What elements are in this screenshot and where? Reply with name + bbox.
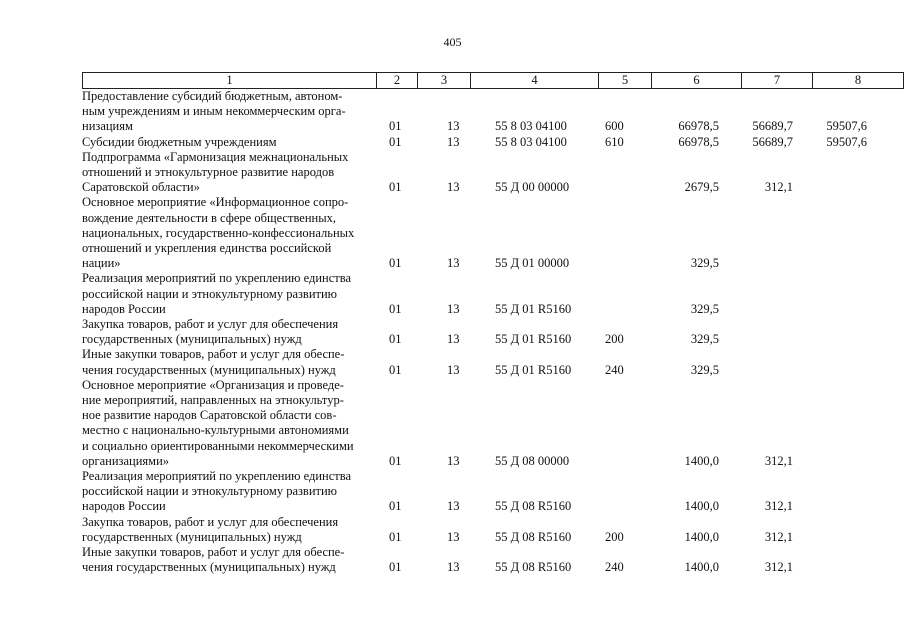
table-row: [82, 347, 867, 377]
cell-c4: 55 Д 01 R5160: [495, 362, 572, 377]
row-name-line: организациями»: [82, 453, 170, 468]
row-name-line: Иные закупки товаров, работ и услуг для обеспе-: [82, 545, 345, 560]
row-name-line: низациям: [82, 119, 133, 134]
cell-c5: 240: [605, 560, 624, 575]
row-name-line: чения государственных (муниципальных) нужд: [82, 362, 336, 377]
row-name-line: государственных (муниципальных) нужд: [82, 332, 302, 347]
cell-c2: 01: [389, 560, 402, 575]
header-col-1: 1: [83, 73, 377, 88]
row-name-line: российской нации и этнокультурному развитию: [82, 286, 338, 301]
row-name: [82, 469, 375, 515]
row-name: [82, 150, 375, 196]
cell-c6: 1400,0: [684, 499, 719, 514]
cell-c4: 55 8 03 04100: [495, 119, 567, 134]
cell-c6: 329,5: [690, 301, 719, 316]
cell-c6: 2679,5: [684, 180, 719, 195]
cell-c3: 13: [447, 134, 460, 149]
cell-c7: 312,1: [764, 453, 793, 468]
cell-c2: 01: [389, 180, 402, 195]
page-number: 405: [443, 35, 462, 49]
cell-c3: 13: [447, 301, 460, 316]
cell-c2: 01: [389, 529, 402, 544]
cell-c2: 01: [389, 134, 402, 149]
cell-c6: 1400,0: [684, 560, 719, 575]
row-name-line: отношений и укрепления единства российской: [82, 241, 332, 256]
row-name-line: национальных, государственно-конфессиональных: [82, 225, 355, 240]
row-name-line: Реализация мероприятий по укреплению единства: [82, 469, 352, 484]
row-name: [82, 378, 375, 469]
row-name: [82, 347, 375, 377]
row-name-line: местно с национально-культурными автономиями: [82, 423, 349, 438]
row-name: [82, 135, 375, 150]
cell-c5: 200: [605, 332, 624, 347]
cell-c3: 13: [447, 529, 460, 544]
cell-c6: 329,5: [690, 362, 719, 377]
cell-c3: 13: [447, 256, 460, 271]
table-row: [82, 515, 867, 545]
cell-c7: 312,1: [764, 499, 793, 514]
row-name: [82, 317, 375, 347]
row-name-line: ное развитие народов Саратовской области сов-: [82, 408, 337, 423]
cell-c6: 66978,5: [678, 119, 719, 134]
cell-c3: 13: [447, 499, 460, 514]
cell-c7: 312,1: [764, 560, 793, 575]
cell-c4: 55 Д 08 R5160: [495, 529, 572, 544]
cell-c5: 240: [605, 362, 624, 377]
cell-c6: 329,5: [690, 256, 719, 271]
cell-c7: 56689,7: [752, 134, 793, 149]
row-name-line: нации»: [82, 256, 121, 271]
cell-c6: 329,5: [690, 332, 719, 347]
cell-c3: 13: [447, 362, 460, 377]
cell-c6: 66978,5: [678, 134, 719, 149]
cell-c2: 01: [389, 119, 402, 134]
row-name-line: народов России: [82, 499, 166, 514]
table-body: [82, 89, 867, 576]
cell-c4: 55 Д 01 R5160: [495, 332, 572, 347]
header-col-4: 4: [471, 73, 599, 88]
header-col-6: 6: [652, 73, 742, 88]
header-col-3: 3: [418, 73, 471, 88]
cell-c3: 13: [447, 332, 460, 347]
cell-c3: 13: [447, 119, 460, 134]
row-name-line: ным учреждениям и иным некоммерческим орга-: [82, 104, 346, 119]
header-col-7: 7: [742, 73, 813, 88]
cell-c4: 55 Д 08 R5160: [495, 560, 572, 575]
table-row: [82, 195, 867, 271]
row-name-line: Основное мероприятие «Организация и проведе-: [82, 377, 344, 392]
cell-c3: 13: [447, 180, 460, 195]
row-name-line: Предоставление субсидий бюджетным, автоном-: [82, 89, 343, 103]
cell-c5: 200: [605, 529, 624, 544]
row-name-line: Реализация мероприятий по укреплению единства: [82, 271, 352, 286]
row-name-line: Иные закупки товаров, работ и услуг для обеспе-: [82, 347, 345, 362]
row-name-line: ние мероприятий, направленных на этнокультур-: [82, 393, 344, 408]
row-name-line: Субсидии бюджетным учреждениям: [82, 134, 277, 149]
row-name: [82, 271, 375, 317]
table-row: [82, 545, 867, 575]
table-row: [82, 469, 867, 515]
cell-c2: 01: [389, 301, 402, 316]
cell-c7: 312,1: [764, 180, 793, 195]
cell-c6: 1400,0: [684, 453, 719, 468]
cell-c7: 312,1: [764, 529, 793, 544]
table-row: [82, 317, 867, 347]
table-row: [82, 89, 867, 135]
row-name-line: российской нации и этнокультурному развитию: [82, 484, 338, 499]
row-name-line: и социально ориентированными некоммерческими: [82, 438, 354, 453]
row-name-line: вождение деятельности в сфере общественных,: [82, 210, 336, 225]
cell-c2: 01: [389, 332, 402, 347]
table-header: [82, 72, 904, 89]
row-name-line: народов России: [82, 301, 166, 316]
row-name: [82, 515, 375, 545]
row-name: [82, 545, 375, 575]
cell-c5: 600: [605, 119, 624, 134]
cell-c4: 55 Д 00 00000: [495, 180, 570, 195]
row-name-line: государственных (муниципальных) нужд: [82, 529, 302, 544]
table-row: [82, 150, 867, 196]
cell-c4: 55 Д 01 00000: [495, 256, 570, 271]
cell-c4: 55 Д 08 R5160: [495, 499, 572, 514]
row-name-line: Подпрограмма «Гармонизация межнациональных: [82, 149, 349, 164]
cell-c6: 1400,0: [684, 529, 719, 544]
row-name-line: Закупка товаров, работ и услуг для обеспечения: [82, 514, 339, 529]
row-name-line: отношений и этнокультурное развитие народов: [82, 165, 335, 180]
cell-c4: 55 Д 01 R5160: [495, 301, 572, 316]
cell-c2: 01: [389, 256, 402, 271]
header-col-5: 5: [599, 73, 652, 88]
row-name-line: Саратовской области»: [82, 180, 200, 195]
row-name: [82, 89, 375, 135]
cell-c3: 13: [447, 560, 460, 575]
header-col-2: 2: [377, 73, 418, 88]
row-name-line: чения государственных (муниципальных) нужд: [82, 560, 336, 575]
row-name: [82, 195, 375, 271]
cell-c4: 55 Д 08 00000: [495, 453, 570, 468]
cell-c3: 13: [447, 453, 460, 468]
cell-c2: 01: [389, 453, 402, 468]
table-row: [82, 271, 867, 317]
header-col-8: 8: [854, 73, 862, 87]
cell-c2: 01: [389, 499, 402, 514]
cell-c7: 56689,7: [752, 119, 793, 134]
table-row: [82, 378, 867, 469]
table-row: [82, 135, 867, 150]
cell-c4: 55 8 03 04100: [495, 134, 567, 149]
cell-c8: 59507,6: [826, 134, 867, 149]
cell-c8: 59507,6: [826, 119, 867, 134]
row-name-line: Основное мероприятие «Информационное сопро-: [82, 195, 349, 210]
cell-c5: 610: [605, 134, 624, 149]
row-name-line: Закупка товаров, работ и услуг для обеспечения: [82, 317, 339, 332]
cell-c2: 01: [389, 362, 402, 377]
